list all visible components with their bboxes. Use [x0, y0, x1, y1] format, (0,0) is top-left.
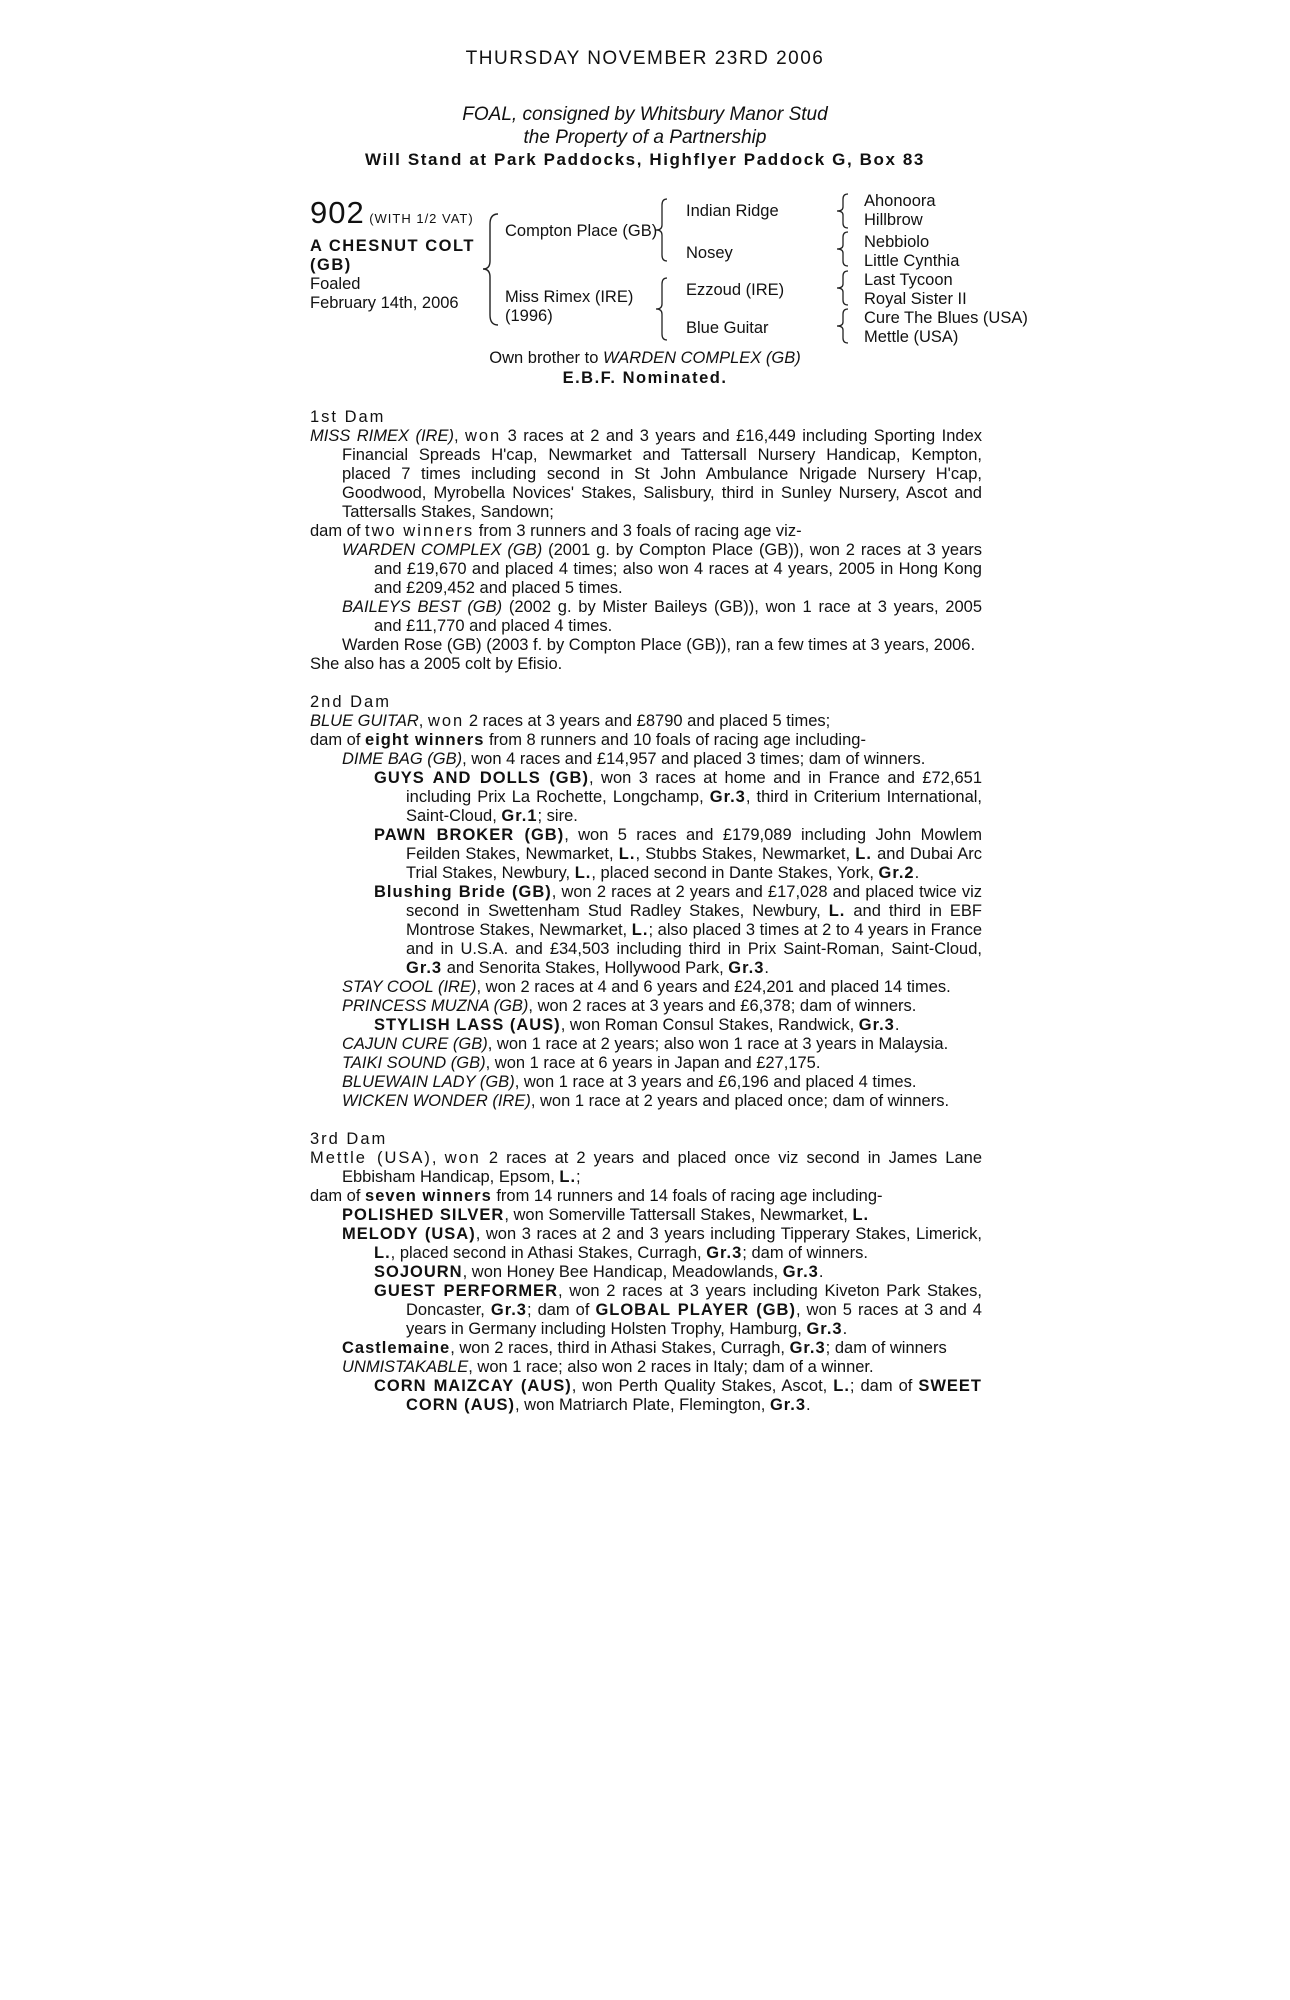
dam-records: [310, 408, 982, 1415]
pedigree-sire: Compton Place (GB): [505, 222, 658, 240]
pedigree-brace-g4: [835, 307, 851, 345]
produce-entry: STAY COOL (IRE), won 2 races at 4 and 6 years and £24,201 and placed 14 times.: [342, 978, 951, 996]
produce-entry: BAILEYS BEST (GB) (2002 g. by Mister Baileys (GB)), won 1 race at 3 years, 2005 and £11,770 and placed 4 times.: [342, 598, 982, 635]
pedigree-brace-main: [480, 212, 502, 327]
stand-location: Will Stand at Park Paddocks, Highflyer Paddock G, Box 83: [365, 150, 925, 169]
sale-date: THURSDAY NOVEMBER 23RD 2006: [465, 48, 825, 69]
pedigree-brace-g1: [835, 192, 851, 230]
first-dam-record: MISS RIMEX (IRE), won 3 races at 2 and 3 years and £16,449 including Sporting Index Financial Spreads H'cap, Newmarket and Tattersall Nursery Handicap, Kempton, placed 7 times including second in St John Ambulance Nrigade Nursery H'cap, Goodwood, Myrobella Novices' Stakes, Salisbury, third in Sunley Nursery, Ascot and Tattersalls Stakes, Sandown;: [310, 427, 982, 521]
produce-entry: Blushing Bride (GB), won 2 races at 2 years and £17,028 and placed twice viz second in Swettenham Stud Radley Stakes, Newbury, L. and third in EBF Montrose Stakes, Newmarket, L.; also placed 3 times at 2 to 4 years in France and in U.S.A. and £34,503 including third in Prix Saint-Roman, Saint-Cloud, Gr.3 and Senorita Stakes, Hollywood Park, Gr.3.: [374, 883, 983, 977]
produce-entry: Warden Rose (GB) (2003 f. by Compton Place (GB)), ran a few times at 3 years, 2006.: [342, 636, 976, 654]
produce-entry: CORN MAIZCAY (AUS), won Perth Quality Stakes, Ascot, L.; dam of SWEET CORN (AUS), won Matriarch Plate, Flemington, Gr.3.: [374, 1377, 982, 1414]
produce-entry: POLISHED SILVER, won Somerville Tattersall Stakes, Newmarket, L.: [342, 1206, 870, 1224]
second-dam-produce-summary: dam of eight winners from 8 runners and 10 foals of racing age including-: [310, 731, 866, 749]
second-dam-record: BLUE GUITAR, won 2 races at 3 years and £8790 and placed 5 times;: [310, 712, 831, 730]
first-dam-heading: 1st Dam: [310, 408, 386, 426]
produce-entry: PAWN BROKER (GB), won 5 races and £179,089 including John Mowlem Feilden Stakes, Newmarket, L., Stubbs Stakes, Newmarket, L. and Dubai Arc Trial Stakes, Newbury, L., placed second in Dante Stakes, York, Gr.2.: [374, 826, 983, 882]
third-dam-produce-summary: dam of seven winners from 14 runners and 14 foals of racing age including-: [310, 1187, 883, 1205]
pedigree-g1: Ahonoora: [864, 192, 936, 210]
pedigree-g5: Last Tycoon: [864, 271, 953, 289]
second-dam-heading: 2nd Dam: [310, 693, 391, 711]
consignment-line: FOAL, consigned by Whitsbury Manor Stud: [462, 104, 828, 125]
pedigree-g2: Hillbrow: [864, 211, 923, 229]
pedigree-g7: Cure The Blues (USA): [864, 309, 1028, 327]
pedigree-dam-dam: Blue Guitar: [686, 319, 769, 337]
lot-number: 902: [310, 195, 365, 230]
lot-origin: (GB): [310, 256, 352, 274]
pedigree-brace-g2: [835, 230, 851, 268]
lot-details: [310, 195, 485, 313]
pedigree-g3: Nebbiolo: [864, 233, 930, 251]
lot-description: A CHESNUT COLT: [310, 237, 475, 255]
pedigree-sire-sire: Indian Ridge: [686, 202, 779, 220]
foaled-label: Foaled: [310, 275, 361, 293]
produce-entry: MELODY (USA), won 3 races at 2 and 3 years including Tipperary Stakes, Limerick, L., placed second in Athasi Stakes, Curragh, Gr.3; dam of winners.: [342, 1225, 982, 1262]
brother-note: Own brother to WARDEN COMPLEX (GB): [489, 349, 801, 367]
pedigree-g4: Little Cynthia: [864, 252, 960, 270]
pedigree-brace-g3: [835, 269, 851, 307]
produce-entry: BLUEWAIN LADY (GB), won 1 race at 3 years and £6,196 and placed 4 times.: [342, 1073, 917, 1091]
ebf-note: E.B.F. Nominated.: [562, 369, 728, 387]
lot-vat: (WITH 1/2 VAT): [369, 211, 474, 226]
produce-entry: GUYS AND DOLLS (GB), won 3 races at home and in France and £72,651 including Prix La Rochette, Longchamp, Gr.3, third in Criterium International, Saint-Cloud, Gr.1; sire.: [374, 769, 982, 825]
foaled-date: February 14th, 2006: [310, 294, 459, 312]
produce-entry: UNMISTAKABLE, won 1 race; also won 2 races in Italy; dam of a winner.: [342, 1358, 874, 1376]
pedigree-g8: Mettle (USA): [864, 328, 959, 346]
produce-entry: TAIKI SOUND (GB), won 1 race at 6 years in Japan and £27,175.: [342, 1054, 821, 1072]
pedigree-sire-dam: Nosey: [686, 244, 733, 262]
pedigree-brace-dam: [654, 276, 670, 342]
produce-entry: CAJUN CURE (GB), won 1 race at 2 years; also won 1 race at 3 years in Malaysia.: [342, 1035, 949, 1053]
produce-entry: Castlemaine, won 2 races, third in Athasi Stakes, Curragh, Gr.3; dam of winners: [342, 1339, 947, 1357]
pedigree-g6: Royal Sister II: [864, 290, 967, 308]
third-dam-record: Mettle (USA), won 2 races at 2 years and placed once viz second in James Lane Ebbisham Handicap, Epsom, L.;: [310, 1149, 982, 1186]
produce-entry: SOJOURN, won Honey Bee Handicap, Meadowlands, Gr.3.: [374, 1263, 824, 1281]
first-dam-produce-summary: dam of two winners from 3 runners and 3 foals of racing age viz-: [310, 522, 802, 540]
pedigree-dam-sire: Ezzoud (IRE): [686, 281, 785, 299]
pedigree-dam: Miss Rimex (IRE): [505, 288, 634, 306]
produce-entry: WARDEN COMPLEX (GB) (2001 g. by Compton Place (GB)), won 2 races at 3 years and £19,670 and placed 4 times; also won 4 races at 4 years, 2005 in Hong Kong and £209,452 and placed 5 times.: [342, 541, 983, 597]
produce-entry: GUEST PERFORMER, won 2 races at 3 years including Kiveton Park Stakes, Doncaster, Gr.3; dam of GLOBAL PLAYER (GB), won 5 races at 3 and 4 years in Germany including Holsten Trophy, Hamburg, Gr.3.: [374, 1282, 982, 1338]
produce-entry: STYLISH LASS (AUS), won Roman Consul Stakes, Randwick, Gr.3.: [374, 1016, 900, 1034]
produce-entry: DIME BAG (GB), won 4 races and £14,957 and placed 3 times; dam of winners.: [342, 750, 926, 768]
produce-entry: PRINCESS MUZNA (GB), won 2 races at 3 years and £6,378; dam of winners.: [342, 997, 917, 1015]
property-line: the Property of a Partnership: [523, 127, 767, 148]
brother-name: WARDEN COMPLEX (GB): [603, 349, 801, 367]
third-dam-heading: 3rd Dam: [310, 1130, 388, 1148]
produce-note: She also has a 2005 colt by Efisio.: [310, 655, 563, 673]
produce-entry: WICKEN WONDER (IRE), won 1 race at 2 years and placed once; dam of winners.: [342, 1092, 950, 1110]
pedigree-dam-year: (1996): [505, 307, 553, 325]
